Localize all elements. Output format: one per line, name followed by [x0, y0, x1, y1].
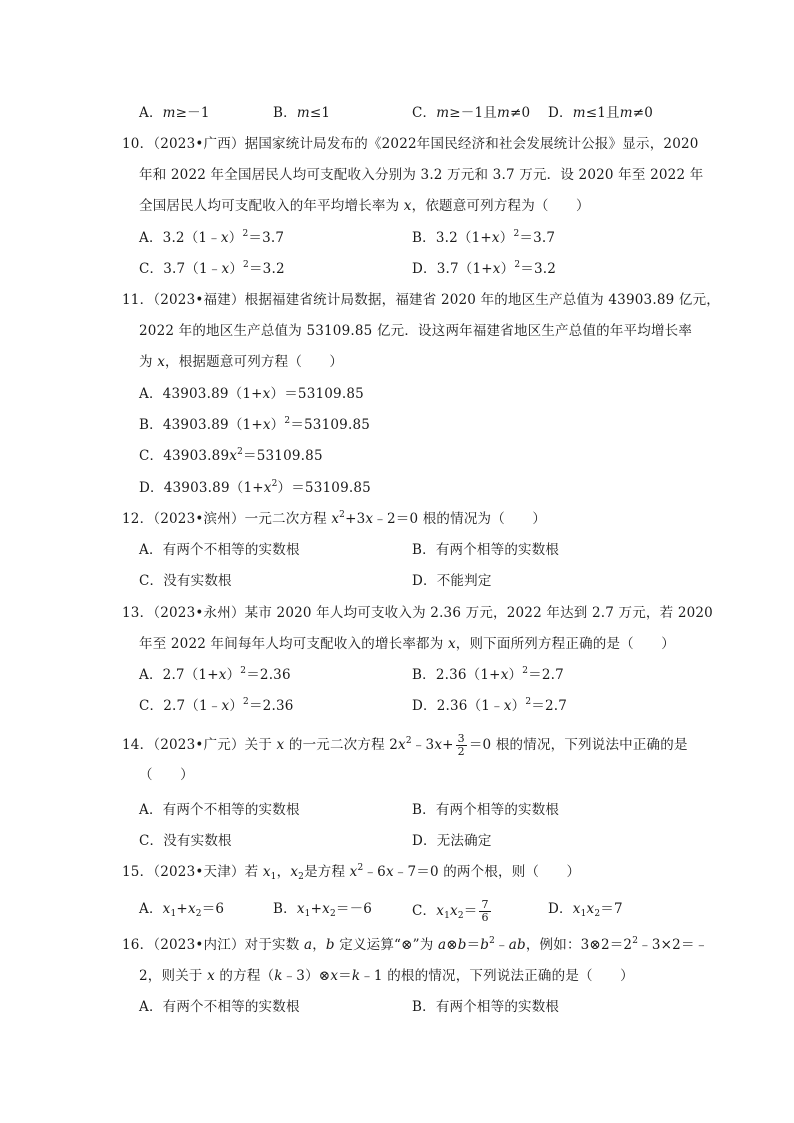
q13-stem-line-2: 年至 2022 年间每年人均可支配收入的增长率都为 x，则下面所列方程正确的是（ ）	[139, 636, 675, 652]
q11-option-b: B．$43903.89(1+x)^2=53109.85$	[139, 416, 371, 433]
q12-option-b: B．有两个相等的实数根	[412, 542, 560, 558]
q16-option-a: A．有两个不相等的实数根	[139, 999, 300, 1015]
q9-option-c: C．m≥－1且m≠0	[412, 105, 531, 121]
fraction-three-halves: $\frac{3}{2}$	[457, 732, 465, 758]
fraction-seven-sixths: $\frac{7}{6}$	[481, 898, 489, 924]
q10-option-d: D．$3.7(1+x)^2=3.2$	[412, 260, 557, 277]
q10-stem-line-3: 全国居民人均可支配收入的年平均增长率为 x，依题意可列方程为（ ）	[139, 198, 590, 214]
q10-option-b: B．$3.2(1+x)^2=3.7$	[412, 229, 556, 246]
q13-stem-line-1: 13．（2023•永州）某市 2020 年人均可支收入为 2.36 万元，2022 年达到 2.7 万元，若 2020	[122, 605, 713, 621]
q16-stem-line-1: 16．（2023•内江）对于实数 a，b 定义运算“⊗”为 $a\otimes b=b^2﹣ab$，例如：$3\otimes 2=2^2﹣3\times 2=﹣$	[122, 936, 709, 953]
q15-option-a: A．$x_1+x_2=6$	[139, 901, 225, 919]
q15-stem: 15．（2023•天津）若 $x_1$，$x_2$是方程 $x^2﹣6x﹣7=0$ 的两个根，则（ ）	[122, 863, 581, 882]
q12-option-a: A．有两个不相等的实数根	[139, 542, 300, 558]
q13-option-b: B．$2.36(1+x)^2=2.7$	[412, 666, 564, 683]
q13-option-a: A．$2.7(1+x)^2=2.36$	[139, 666, 291, 683]
q14-option-b: B．有两个相等的实数根	[412, 802, 560, 818]
q15-option-c: C．$x_1x_2=$ $\frac{7}{6}$	[412, 898, 489, 924]
q13-option-d: D．2.36（1﹣x）$^2$＝2.7	[412, 697, 568, 714]
q14-stem-line-1: 14．（2023•广元）关于 x 的一元二次方程 $2x^2﹣3x+$ $\frac{3}{2}$ ＝0 根的情况，下列说法中正确的是	[122, 732, 688, 758]
q15-option-d: D．$x_1x_2=7$	[548, 901, 623, 919]
q11-option-a: A．43903.89（1+x）＝53109.85	[139, 386, 364, 402]
q16-option-b: B．有两个相等的实数根	[412, 999, 560, 1015]
q14-option-a: A．有两个不相等的实数根	[139, 802, 300, 818]
q12-option-c: C．没有实数根	[139, 573, 232, 589]
q11-option-c: C．$43903.89x^2=53109.85$	[139, 447, 323, 464]
q13-option-c: C．2.7（1﹣x）$^2$＝2.36	[139, 697, 294, 714]
q10-stem-line-2: 年和 2022 年全国居民人均可支配收入分别为 3.2 万元和 3.7 万元．设 2020 年至 2022 年	[139, 167, 704, 183]
q16-stem-line-2: 2，则关于 x 的方程（k﹣3）⊗x＝k﹣1 的根的情况，下列说法正确的是（ ）	[139, 968, 634, 984]
q15-option-b: B．$x_1+x_2=-6$	[273, 901, 373, 919]
q9-option-b: B．m≤1	[273, 105, 331, 121]
q14-option-d: D．无法确定	[412, 833, 492, 849]
q14-stem-line-2: （ ）	[139, 767, 194, 783]
q11-stem-line-3: 为 x，根据题意可列方程（ ）	[139, 354, 344, 370]
q9-option-d: D．m≤1且m≠0	[548, 105, 654, 121]
q11-stem-line-2: 2022 年的地区生产总值为 53109.85 亿元．设这两年福建省地区生产总值的年平均增长率	[139, 323, 693, 339]
q14-option-c: C．没有实数根	[139, 833, 232, 849]
q10-stem-line-1: 10．（2023•广西）据国家统计局发布的《2022年国民经济和社会发展统计公报》显示，2020	[122, 136, 699, 152]
q11-option-d: D．$43903.89(1+x^2)=53109.85$	[139, 479, 371, 496]
q12-stem: 12．（2023•滨州）一元二次方程 $x^2+3x﹣2=0$ 根的情况为（ ）	[122, 510, 547, 527]
q9-option-a: A．m≥－1	[139, 105, 210, 121]
q10-option-a: A．3.2（1﹣x）$^2$＝3.7	[139, 229, 285, 246]
q11-stem-line-1: 11．（2023•福建）根据福建省统计局数据，福建省 2020 年的地区生产总值为 43903.89 亿元，	[122, 292, 720, 308]
q10-option-c: C．3.7（1﹣x）$^2$＝3.2	[139, 260, 285, 277]
q12-option-d: D．不能判定	[412, 573, 492, 589]
